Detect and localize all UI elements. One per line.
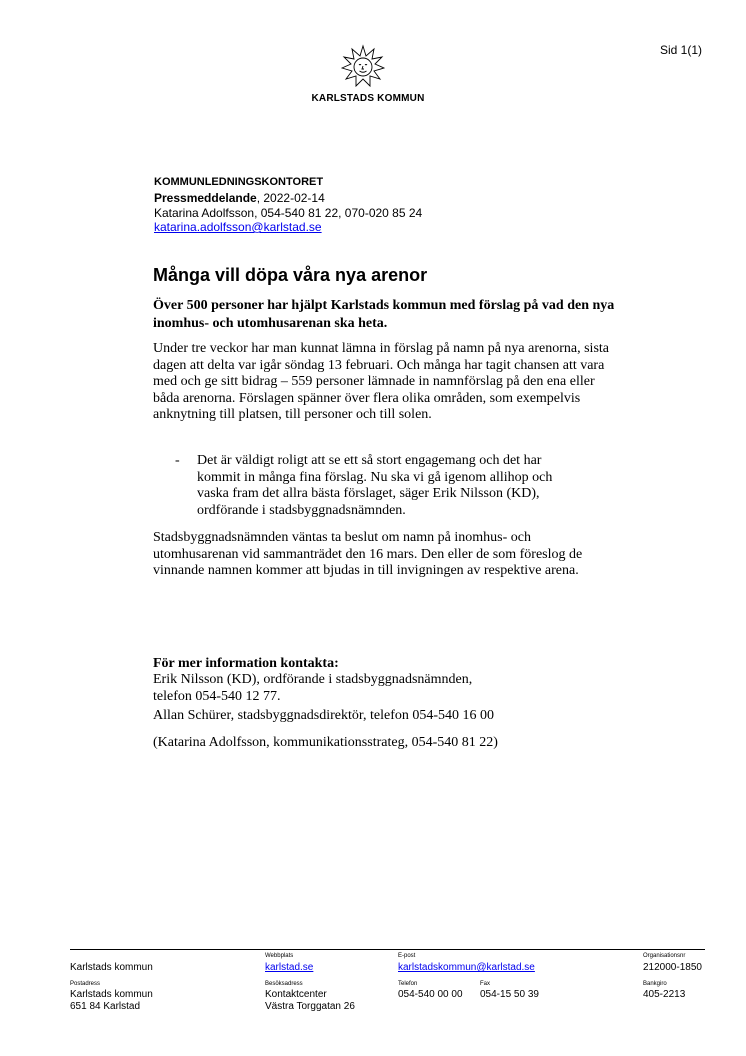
footer-orgnr-label: Organisationsnr (643, 953, 686, 959)
footer-email-label: E-post (398, 953, 416, 959)
article-headline: Många vill döpa våra nya arenor (153, 265, 428, 285)
footer-bankgiro-value: 405-2213 (643, 989, 686, 1000)
more-info-line-3: Allan Schürer, stadsbyggnadsdirektör, telefon 054-540 16 00 (153, 708, 495, 723)
article-quote: Det är väldigt roligt att se ett så stort engagemang och det har kommit in många fina förslag. Nu ska vi gå igenom allihop och vaska fram det allra bästa förslaget, säger Erik Nilsson (KD), ordförande i stadsbyggnadsnämnden. (197, 453, 553, 518)
footer-phone-label: Telefon (398, 981, 418, 987)
page-number: Sid 1(1) (660, 43, 703, 57)
article-lead: Över 500 personer har hjälpt Karlstads kommun med förslag på vad den nya inomhus- och utomhusarenan ska heta. (153, 298, 615, 331)
footer-org-name: Karlstads kommun (70, 962, 153, 973)
footer-fax-value: 054-15 50 39 (480, 989, 539, 1000)
press-release-label: Pressmeddelande (154, 191, 257, 205)
more-info-line-1: Erik Nilsson (KD), ordförande i stadsbyggnadsnämnden, (153, 672, 473, 687)
quote-bullet: - (175, 453, 180, 468)
press-release-date: , 2022-02-14 (256, 191, 325, 205)
footer-visit-label: Besöksadress (265, 981, 303, 987)
department-name: KOMMUNLEDNINGSKONTORET (154, 176, 324, 188)
article-paragraph-2: Stadsbyggnadsnämnden väntas ta beslut om namn på inomhus- och utomhusarenan vid sammanträdet den 16 mars. Den eller de som föreslog de vinnande namnen kommer att bjudas in till invigningen av respektive arena. (153, 530, 583, 579)
more-info-line-4: (Katarina Adolfsson, kommunikationsstrateg, 054-540 81 22) (153, 735, 498, 750)
footer-postal-line-2: 651 84 Karlstad (70, 1001, 141, 1012)
footer-orgnr-value: 212000-1850 (643, 962, 702, 973)
footer-phone-value: 054-540 00 00 (398, 989, 463, 1000)
footer-web-link[interactable]: karlstad.se (265, 962, 314, 973)
article-paragraph-1: Under tre veckor har man kunnat lämna in förslag på namn på nya arenorna, sista dagen att delta var igår söndag 13 februari. Och många har tagit chansen att vara med och ge sitt bidrag – 559 personer lämnade in namnförslag på den ena eller båda arenorna. Förslagen spänner över flera olika områden, som exempelvis anknytning till platsen, till personer och till solen. (153, 341, 609, 423)
footer-web-label: Webbplats (265, 953, 294, 959)
more-info-line-2: telefon 054-540 12 77. (153, 689, 281, 704)
logo-text: KARLSTADS KOMMUN (311, 93, 425, 104)
sender-email-link[interactable]: katarina.adolfsson@karlstad.se (154, 220, 322, 234)
footer-visit-line-2: Västra Torggatan 26 (265, 1001, 355, 1012)
footer-email-link[interactable]: karlstadskommun@karlstad.se (398, 962, 535, 973)
footer-divider (70, 949, 705, 950)
footer-bankgiro-label: Bankgiro (643, 981, 667, 987)
footer-postal-label: Postadress (70, 981, 101, 987)
sender-contact: Katarina Adolfsson, 054-540 81 22, 070-020 85 24 (154, 206, 423, 220)
press-release-line (154, 191, 325, 205)
more-info-heading: För mer information kontakta: (153, 656, 339, 671)
footer-postal-line-1: Karlstads kommun (70, 989, 153, 1000)
sun-logo-icon (341, 44, 385, 88)
footer-visit-line-1: Kontaktcenter (265, 989, 327, 1000)
footer-fax-label: Fax (480, 981, 491, 987)
